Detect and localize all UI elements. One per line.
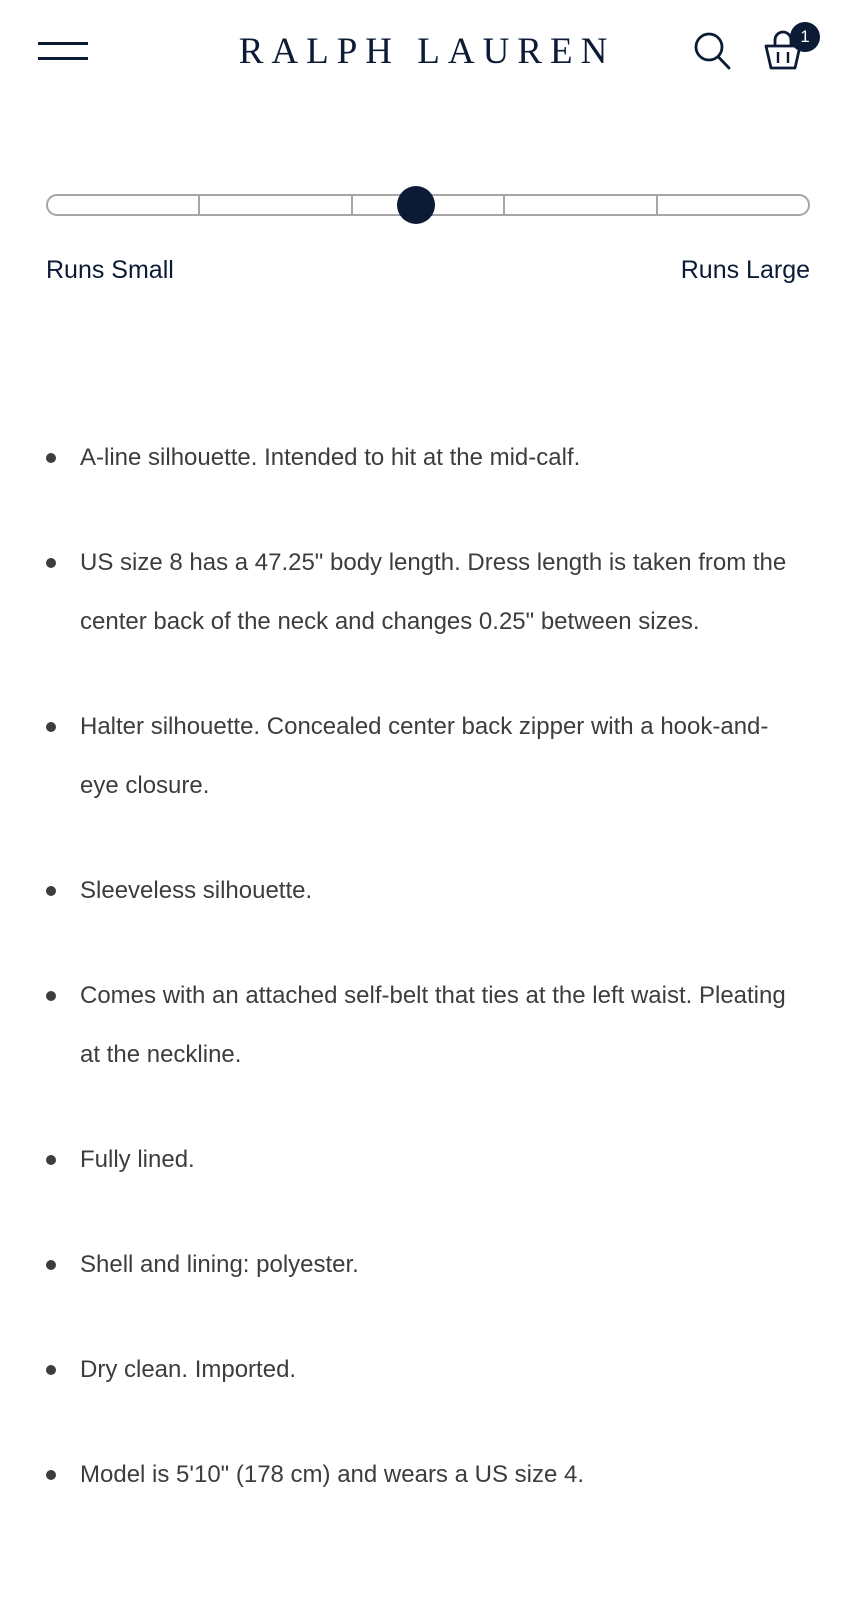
bullet-icon — [46, 1365, 56, 1375]
bullet-icon — [46, 1260, 56, 1270]
search-icon[interactable] — [692, 30, 732, 72]
site-header — [0, 0, 854, 104]
bullet-icon — [46, 1155, 56, 1165]
detail-text: Shell and lining: polyester. — [80, 1251, 359, 1278]
list-item — [46, 1235, 806, 1294]
menu-line-top — [38, 42, 88, 45]
list-item — [46, 861, 806, 920]
fit-scale-tick — [351, 196, 353, 214]
list-item — [46, 966, 806, 1084]
bullet-icon — [46, 722, 56, 732]
fit-scale-tick — [656, 196, 658, 214]
list-item — [46, 1340, 806, 1399]
list-item — [46, 533, 806, 651]
detail-text: Model is 5'10" (178 cm) and wears a US size 4. — [80, 1461, 584, 1488]
fit-label-runs-small: Runs Small — [46, 256, 174, 284]
detail-text: A-line silhouette. Intended to hit at the mid-calf. — [80, 444, 581, 471]
brand-logo[interactable]: RALPH LAUREN — [238, 31, 616, 72]
detail-text: US size 8 has a 47.25" body length. Dress length is taken from the center back of the neck and changes 0.25" between sizes. — [80, 549, 787, 635]
fit-scale-tick — [503, 196, 505, 214]
shopping-bag-button[interactable] — [764, 22, 824, 76]
list-item — [46, 1445, 806, 1504]
detail-text: Fully lined. — [80, 1146, 195, 1173]
fit-label-runs-large: Runs Large — [680, 256, 810, 284]
detail-text: Halter silhouette. Concealed center back zipper with a hook-and-eye closure. — [80, 713, 769, 799]
fit-scale-indicator — [397, 186, 435, 224]
detail-text: Sleeveless silhouette. — [80, 877, 313, 904]
detail-text: Dry clean. Imported. — [80, 1356, 297, 1383]
bullet-icon — [46, 991, 56, 1001]
product-details-list — [46, 428, 806, 1550]
bullet-icon — [46, 453, 56, 463]
list-item — [46, 1130, 806, 1189]
fit-scale — [46, 188, 810, 234]
fit-scale-tick — [198, 196, 200, 214]
bullet-icon — [46, 886, 56, 896]
bullet-icon — [46, 558, 56, 568]
detail-text: Comes with an attached self-belt that ties at the left waist. Pleating at the neckline. — [80, 982, 786, 1068]
cart-count-badge: 1 — [790, 22, 820, 52]
bullet-icon — [46, 1470, 56, 1480]
hamburger-menu-icon[interactable] — [36, 38, 90, 64]
menu-line-bottom — [38, 57, 88, 60]
list-item — [46, 697, 806, 815]
list-item — [46, 428, 806, 487]
